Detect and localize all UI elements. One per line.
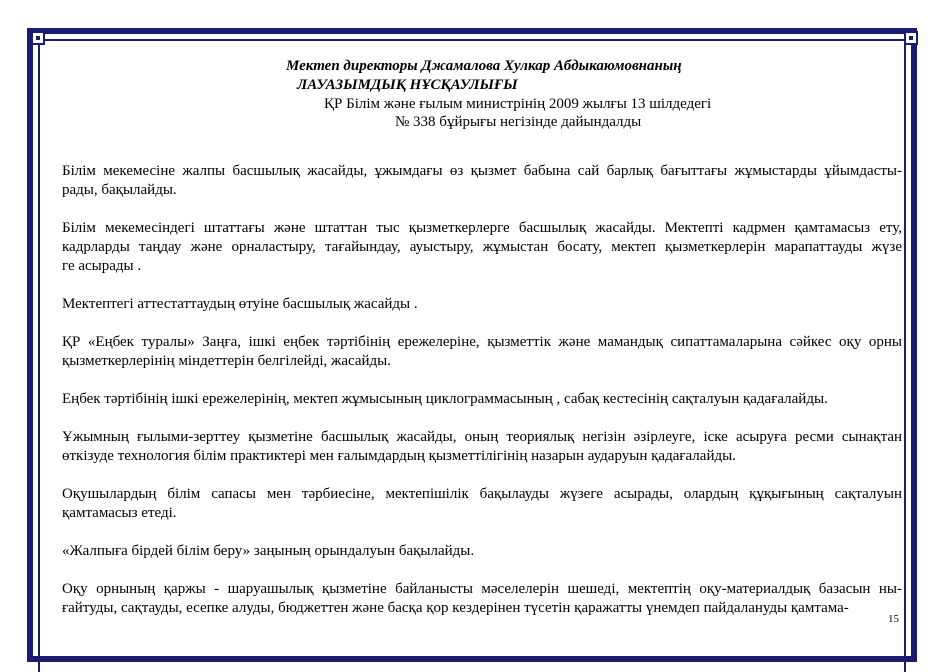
paragraph bbox=[62, 428, 902, 466]
paragraph bbox=[62, 333, 902, 371]
paragraph-line: Білім мекемесіндегі штаттағы және штаттан тыс қызметкерлерге басшылық жасайды. Мектепті кадрмен қамтамасыз ету, bbox=[62, 220, 902, 236]
paragraph-line: ҚР «Еңбек туралы» Заңға, ішкі еңбек тәртібінің ережелеріне, қызметтік және мамандық сипаттамаларына сәйкес оқу орны bbox=[62, 334, 902, 350]
paragraph-line: Білім мекемесіне жалпы басшылық жасайды, ұжымдағы өз қызмет бабына сай барлық бағыттағы жұмыстарды ұйымдасты- bbox=[62, 163, 902, 179]
paragraph bbox=[62, 580, 902, 618]
paragraph-line: рады, бақылайды. bbox=[62, 182, 177, 198]
header-title-line-2: ЛАУАЗЫМДЫҚ НҰСҚАУЛЫҒЫ bbox=[297, 77, 518, 93]
paragraph bbox=[62, 162, 902, 200]
paragraph bbox=[62, 390, 902, 409]
paragraph-line: Мектептегі аттестаттаудың өтуіне басшылық жасайды . bbox=[62, 296, 418, 312]
paragraph bbox=[62, 485, 902, 523]
page-number: 15 bbox=[888, 614, 899, 622]
paragraph-line: ге асырады . bbox=[62, 258, 142, 274]
header-title-line-1: Мектеп директоры Джамалова Хулкар Абдыкаюмовнаның bbox=[286, 58, 682, 74]
paragraph bbox=[62, 542, 902, 561]
document-body bbox=[62, 162, 902, 637]
paragraph-line: Еңбек тәртібінің ішкі ережелерінің, мектеп жұмысының циклограммасының , сабақ кестесінің сақталуын қадағалайды. bbox=[62, 391, 828, 407]
paragraph-line: Оқу орнының қаржы - шаруашылық қызметіне байланысты мәселелерін шешеді, мектептің оқу-материалдық базасын ны- bbox=[62, 581, 902, 597]
paragraph-line: кадрларды таңдау және орналастыру, тағайындау, ауыстыру, жұмыстан босату, мектеп қызметкерлерін марапаттауды жүзе bbox=[62, 239, 902, 255]
paragraph bbox=[62, 219, 902, 276]
header-subtitle-line-1: ҚР Білім және ғылым министрінің 2009 жылғы 13 шілдедегі bbox=[324, 96, 712, 112]
corner-ornament-top-right bbox=[904, 31, 918, 45]
corner-ornament-top-left bbox=[31, 31, 45, 45]
paragraph-line: Оқушылардың білім сапасы мен тәрбиесіне, мектепішілік бақылауды жүзеге асырады, олардың құқығының сақталуын bbox=[62, 486, 902, 502]
paragraph-line: қызметкерлерінің міндеттерін белгілейді, жасайды. bbox=[62, 353, 392, 369]
paragraph bbox=[62, 295, 902, 314]
paragraph-line: қамтамасыз етеді. bbox=[62, 505, 177, 521]
header-subtitle-line-2: № 338 бұйрығы негізінде дайындалды bbox=[395, 114, 642, 130]
paragraph-line: өткізуде технология білім практиктері мен ғалымдардың қызметтілігінің назарын аударуын қадағалайды. bbox=[62, 448, 736, 464]
paragraph-line: ғайтуды, сақтауды, есепке алуды, бюджеттен және басқа қор кездерінен түсетін қаражатты үнемдеп пайдалануды қамтама- bbox=[62, 600, 849, 616]
paragraph-line: Ұжымның ғылыми-зерттеу қызметіне басшылық жасайды, оның теориялық негізін әзірлеуге, іске асыруға ресми сынақтан bbox=[62, 429, 902, 445]
paragraph-line: «Жалпыға бірдей білім беру» заңының орындалуын бақылайды. bbox=[62, 543, 475, 559]
